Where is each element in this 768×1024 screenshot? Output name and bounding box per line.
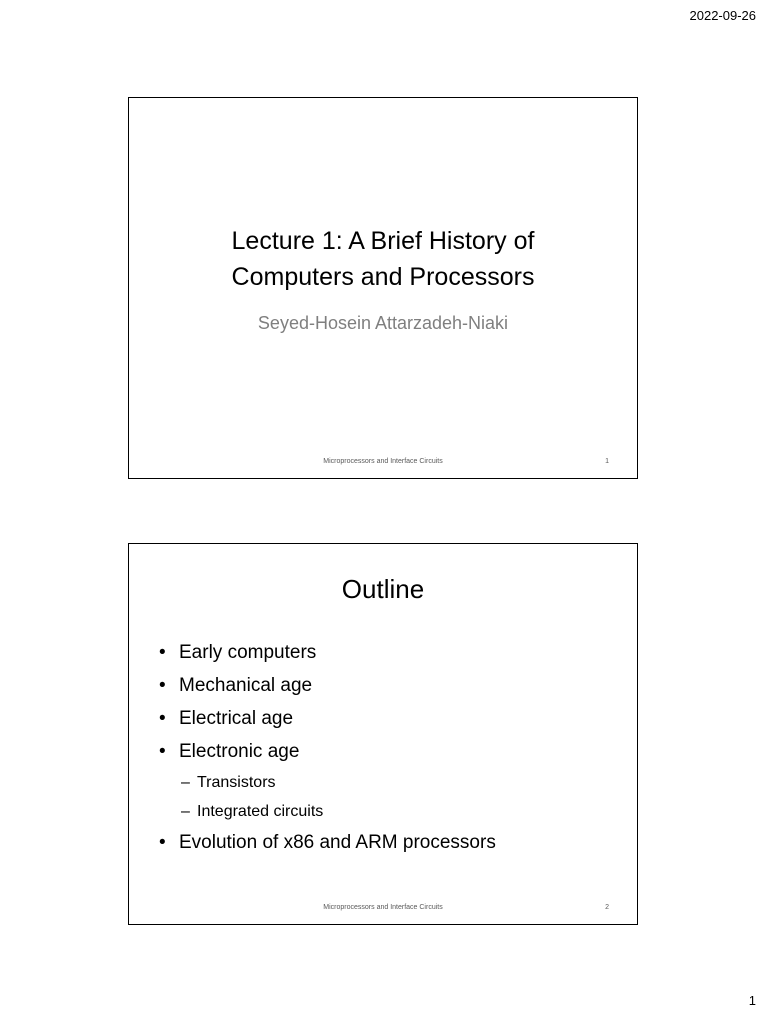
sub-list-item (159, 768, 496, 797)
dash-icon: – (181, 803, 190, 820)
bullet-icon: • (159, 832, 166, 853)
list-item-text: Early computers (179, 642, 317, 663)
slide-footer: Microprocessors and Interface Circuits (323, 904, 443, 911)
list-item (159, 636, 496, 669)
page-date: 2022-09-26 (689, 8, 756, 23)
slide-outline (128, 543, 638, 925)
bullet-icon: • (159, 675, 166, 696)
sub-list-item-text: Transistors (197, 774, 276, 791)
title-block (129, 223, 637, 334)
bullet-icon: • (159, 642, 166, 663)
slide-number: 1 (605, 458, 609, 465)
list-item (159, 826, 496, 859)
bullet-icon: • (159, 708, 166, 729)
list-item-text: Mechanical age (179, 675, 313, 696)
dash-icon: – (181, 774, 190, 791)
list-item-text: Electrical age (179, 708, 294, 729)
page-number: 1 (748, 993, 756, 1008)
list-item-text: Electronic age (179, 741, 300, 762)
list-item (159, 669, 496, 702)
sub-list-item-text: Integrated circuits (197, 803, 324, 820)
outline-list (159, 636, 496, 859)
outline-title: Outline (341, 574, 425, 604)
sub-list-item (159, 797, 496, 826)
lecture-title-line-1: Lecture 1: A Brief History of (231, 227, 535, 255)
author-name: Seyed-Hosein Attarzadeh-Niaki (257, 313, 509, 333)
list-item-text: Evolution of x86 and ARM processors (179, 832, 496, 853)
slide-title (128, 97, 638, 479)
list-item (159, 735, 496, 768)
lecture-title-line-2: Computers and Processors (231, 263, 535, 291)
slide-number: 2 (605, 904, 609, 911)
list-item (159, 702, 496, 735)
bullet-icon: • (159, 741, 166, 762)
slide-footer: Microprocessors and Interface Circuits (323, 458, 443, 465)
